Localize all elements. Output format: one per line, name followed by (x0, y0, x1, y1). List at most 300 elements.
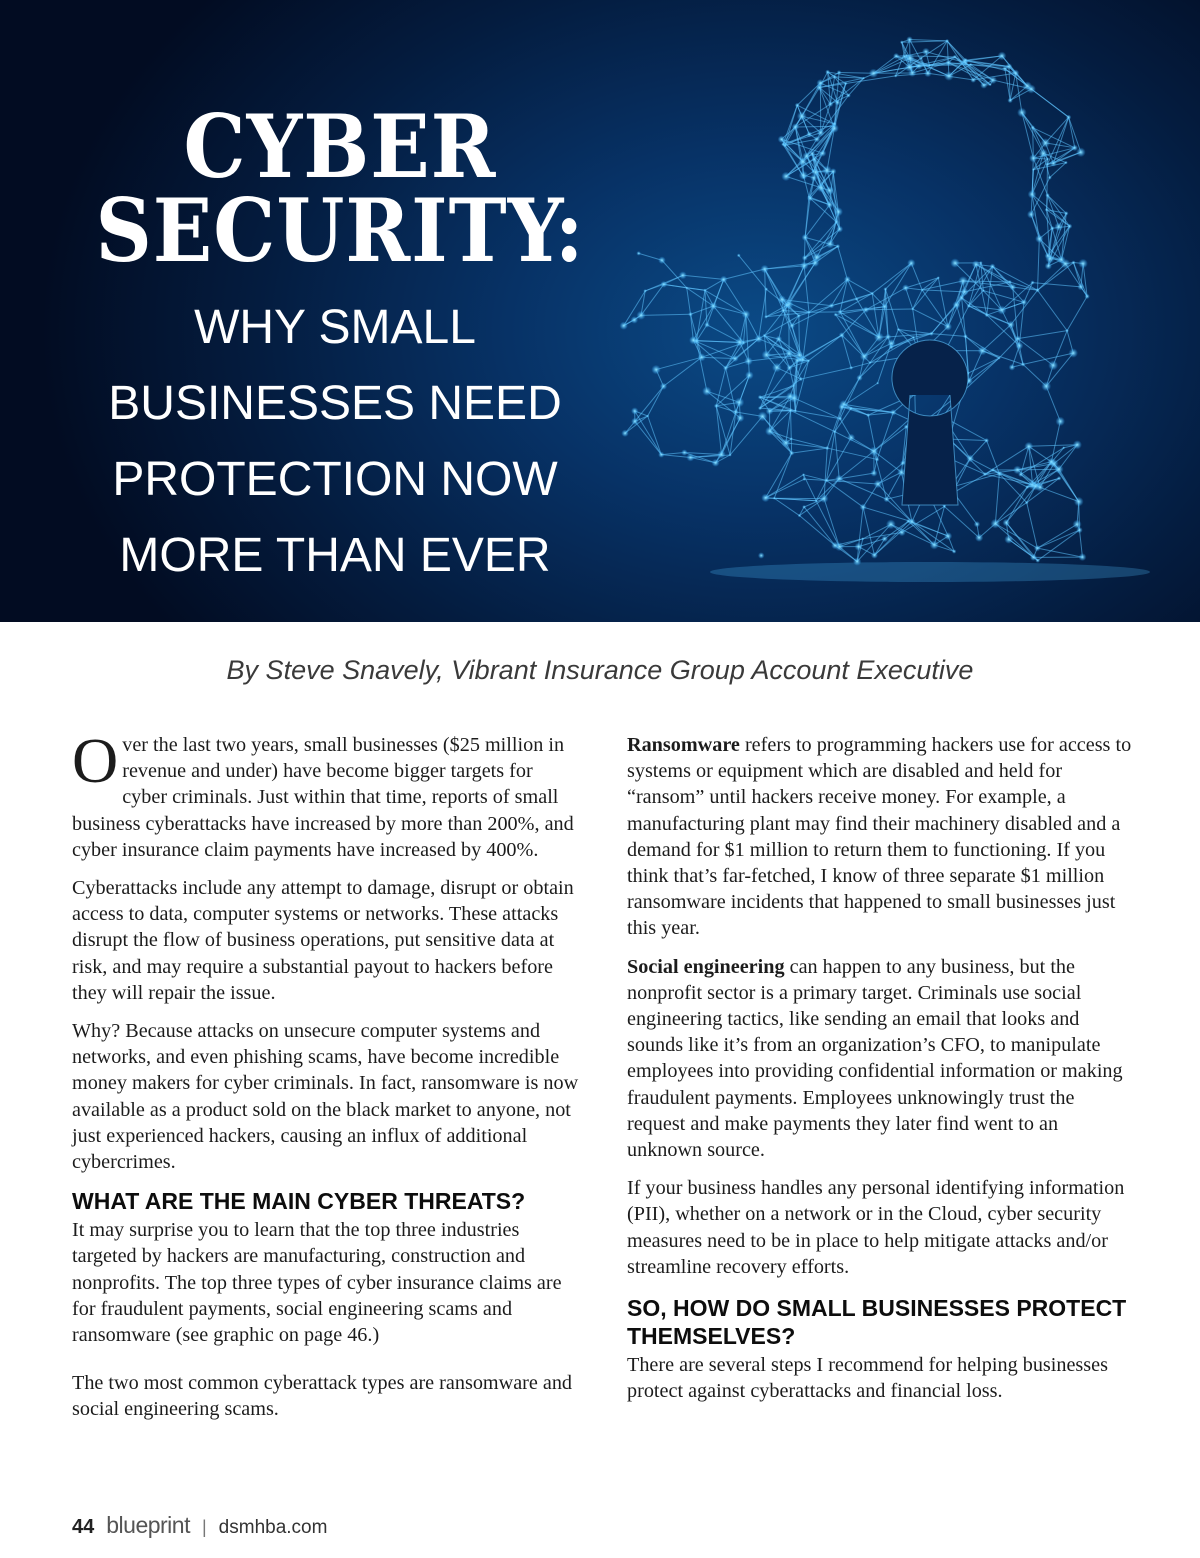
network-node (874, 332, 884, 342)
network-node (758, 406, 762, 410)
network-node (874, 480, 883, 489)
network-node (788, 408, 793, 413)
network-node (745, 371, 754, 380)
network-node (651, 365, 660, 374)
network-node (827, 101, 833, 107)
network-line (799, 516, 835, 546)
network-node (815, 499, 818, 502)
network-node (735, 397, 745, 407)
network-line (805, 197, 809, 238)
network-node (790, 437, 793, 440)
network-node (838, 416, 843, 421)
network-node (894, 74, 897, 77)
network-line (859, 347, 891, 378)
network-node (871, 552, 878, 559)
network-node (922, 48, 930, 56)
network-node (838, 309, 843, 314)
network-line (931, 334, 965, 337)
network-line (746, 314, 749, 361)
network-node (897, 328, 900, 331)
network-node (802, 255, 808, 261)
network-line (839, 451, 874, 479)
network-line (795, 126, 833, 127)
network-line (774, 498, 799, 515)
network-line (759, 289, 766, 339)
network-node (885, 334, 891, 340)
network-node (1032, 168, 1035, 171)
network-line (641, 284, 664, 315)
network-node (798, 514, 802, 518)
network-node (686, 453, 694, 461)
network-node (1067, 224, 1072, 229)
network-line (641, 314, 690, 315)
network-node (1048, 360, 1058, 370)
network-line (716, 406, 721, 455)
network-line (1038, 239, 1040, 290)
network-node (797, 111, 807, 121)
network-node (1045, 208, 1049, 212)
social-engineering-paragraph (627, 954, 1137, 1164)
network-line (1033, 283, 1081, 287)
network-node (980, 81, 987, 88)
network-node (863, 307, 870, 314)
network-line (1053, 331, 1067, 366)
network-node (703, 289, 707, 293)
network-node (795, 103, 800, 108)
network-node (1050, 226, 1055, 231)
network-node (762, 350, 771, 359)
network-line (804, 237, 805, 265)
network-node (944, 71, 954, 81)
network-node (1046, 157, 1049, 160)
network-line (824, 499, 839, 547)
network-node (825, 70, 830, 75)
network-node (927, 63, 931, 67)
network-node (881, 535, 888, 542)
network-node (846, 93, 851, 98)
network-node (883, 287, 887, 291)
network-node (819, 150, 826, 157)
keyhole-icon (892, 340, 968, 505)
network-node (886, 519, 896, 529)
network-node (789, 450, 794, 455)
network-node (990, 519, 1000, 529)
network-node (702, 386, 711, 395)
byline: By Steve Snavely, Vibrant Insurance Group Account Executive (226, 655, 974, 685)
network-node (944, 322, 952, 330)
network-node (836, 226, 843, 233)
network-line (913, 309, 948, 327)
right-column (627, 732, 1137, 1416)
network-node (959, 295, 965, 301)
network-node (1013, 466, 1022, 475)
network-line (1046, 386, 1060, 421)
network-node (945, 59, 951, 65)
lead-term: Ransomware (627, 734, 740, 756)
network-node (930, 540, 939, 549)
network-node (1015, 342, 1023, 350)
network-node (1047, 458, 1055, 466)
network-node (698, 353, 706, 361)
network-node (812, 156, 818, 162)
ransomware-paragraph (627, 732, 1137, 942)
subtitle-line: WHY SMALL (194, 301, 476, 354)
network-node (952, 549, 957, 554)
section-heading: WHAT ARE THE MAIN CYBER THREATS? (72, 1188, 526, 1215)
network-node (990, 263, 996, 269)
network-line (912, 522, 934, 545)
network-node (1054, 222, 1063, 231)
network-node (764, 315, 768, 319)
network-node (723, 365, 728, 370)
network-line (863, 507, 912, 522)
network-node (765, 426, 774, 435)
network-node (1045, 193, 1050, 198)
network-node (658, 451, 664, 457)
network-node (772, 363, 782, 373)
network-node (732, 355, 739, 362)
network-node (929, 331, 934, 336)
paragraph: If your business handles any personal identifying information (PII), whether on a network or in the Cloud, cyber security measures need to be in place to help mitigate attacks and/or streamline recovery efforts. (627, 1177, 1125, 1278)
network-line (809, 335, 842, 361)
network-node (820, 494, 829, 503)
network-node (760, 265, 768, 273)
paragraph: The two most common cyberattack types are ransomware and social engineering scams. (72, 1372, 573, 1421)
network-node (764, 287, 768, 291)
network-node (1031, 482, 1040, 491)
paragraph: Why? Because attacks on unsecure computer systems and networks, and even phishing scams, have become incredible money makers for cyber criminals. In fact, ransomware is now available as a product sold on the black market to anyone, not just experienced hackers, causing an influx of additional cybercrimes. (72, 1020, 579, 1174)
brand-logo: blueprint (106, 1512, 190, 1538)
network-node (825, 446, 829, 450)
network-node (785, 350, 793, 358)
network-node (868, 361, 871, 364)
network-line (950, 474, 999, 488)
network-node (761, 494, 770, 503)
network-line (724, 269, 765, 279)
network-node (717, 450, 726, 459)
network-line (1018, 331, 1067, 339)
network-node (847, 434, 855, 442)
network-node (960, 288, 968, 296)
network-node (1065, 329, 1069, 333)
network-node (704, 322, 710, 328)
network-node (860, 504, 867, 511)
network-node (1041, 381, 1051, 391)
page-number: 44 (72, 1516, 95, 1538)
network-node (1064, 211, 1069, 216)
network-node (758, 395, 762, 399)
network-node (813, 136, 820, 143)
network-line (648, 386, 664, 416)
network-node (1048, 175, 1052, 179)
network-node (781, 308, 786, 313)
network-node (862, 77, 865, 80)
network-node (807, 310, 811, 314)
network-node (978, 346, 987, 355)
lead-term: Social engineering (627, 955, 785, 978)
network-line (1027, 503, 1038, 549)
network-node (792, 384, 795, 387)
network-node (802, 505, 806, 509)
network-node (869, 446, 878, 455)
network-node (1064, 161, 1068, 165)
network-node (849, 366, 853, 370)
network-node (1061, 259, 1071, 269)
hero-banner (0, 0, 1200, 622)
network-node (755, 335, 763, 343)
network-node (953, 55, 957, 59)
network-node (658, 256, 666, 264)
network-node (855, 297, 859, 301)
paragraph-text: can happen to any business, but the nonprofit sector is a primary target. Criminals use social engineering tactics, like sending an email that looks and sounds like it’s from an organization’s CFO, to manipulate employees into providing confidential information or making fraudulent payments. Employees unknowingly trust the request and make payments they later find went to an unknown source. (627, 955, 1123, 1162)
network-node (1076, 527, 1083, 534)
network-node (631, 316, 639, 324)
network-node (944, 532, 952, 540)
network-node (937, 276, 940, 279)
network-node (996, 471, 1002, 477)
network-node (1073, 440, 1082, 449)
network-node (898, 529, 906, 537)
network-node (869, 69, 878, 78)
network-node (811, 259, 819, 267)
paragraph: There are several steps I recommend for helping businesses protect against cyberattacks and financial loss. (627, 1354, 1108, 1403)
network-node (799, 377, 803, 381)
network-line (1038, 290, 1068, 330)
network-node (945, 39, 949, 43)
network-line (713, 306, 743, 343)
network-node (737, 253, 741, 257)
network-line (766, 475, 804, 498)
network-line (792, 448, 828, 453)
network-node (870, 470, 877, 477)
network-line (1006, 486, 1035, 522)
network-node (979, 261, 983, 265)
network-line (913, 278, 939, 309)
network-node (1004, 535, 1013, 544)
network-node (1078, 553, 1086, 561)
network-line (774, 453, 791, 498)
network-node (997, 305, 1006, 314)
network-node (833, 430, 837, 434)
network-node (831, 542, 839, 550)
network-line (835, 432, 874, 451)
network-line (795, 411, 840, 419)
network-node (826, 239, 835, 248)
network-node (905, 54, 914, 63)
network-line (707, 391, 740, 402)
network-node (861, 537, 864, 540)
network-node (1007, 321, 1015, 329)
network-node (887, 339, 896, 348)
network-node (810, 174, 817, 181)
network-node (688, 312, 693, 317)
network-line (1017, 469, 1059, 470)
network-node (1030, 554, 1037, 561)
subtitle-line: PROTECTION NOW (112, 453, 558, 506)
title-line-1: CYBER (183, 96, 497, 199)
network-node (870, 292, 874, 296)
network-line (687, 288, 714, 306)
network-line (713, 279, 723, 306)
network-node (963, 58, 967, 62)
paragraph: It may surprise you to learn that the top three industries targeted by hackers are manufacturing, construction and nonprofits. The top three types of cyber insurance claims are for fraudulent payments, social engineering scams and ransomware (see graphic on page 46.) (72, 1219, 562, 1347)
network-node (1021, 299, 1028, 306)
network-node (643, 289, 647, 293)
network-line (863, 507, 874, 555)
network-line (954, 460, 985, 474)
network-node (1035, 235, 1043, 243)
network-node (825, 186, 834, 195)
network-line (874, 427, 906, 451)
title-line-2: SECURITY: (95, 180, 585, 283)
network-node (1035, 288, 1040, 293)
network-node (1030, 125, 1035, 130)
network-node (802, 234, 809, 241)
intro-paragraph (72, 725, 582, 863)
network-node (1025, 501, 1029, 505)
network-node (1072, 145, 1079, 152)
network-node (832, 75, 836, 79)
network-node (921, 288, 924, 291)
network-node (1041, 138, 1051, 148)
network-node (838, 403, 845, 410)
network-line (792, 326, 800, 356)
network-node (797, 314, 801, 318)
network-node (908, 69, 916, 77)
network-line (791, 439, 827, 448)
network-node (802, 477, 805, 480)
network-node (875, 457, 880, 462)
network-node (829, 303, 835, 309)
network-line (840, 378, 859, 419)
network-node (744, 357, 752, 365)
network-line (1022, 113, 1043, 154)
network-line (687, 288, 691, 314)
network-line (874, 451, 902, 472)
network-node (1003, 519, 1011, 527)
network-node (807, 195, 810, 198)
network-node (989, 76, 997, 84)
network-node (1074, 497, 1084, 507)
network-node (728, 453, 731, 456)
network-node (1062, 446, 1065, 449)
network-node (784, 302, 790, 308)
network-node (685, 286, 688, 289)
subtitle-line: BUSINESSES NEED (108, 377, 562, 430)
network-line (635, 421, 661, 454)
paragraph: Cyberattacks include any attempt to damage, disrupt or obtain access to data, computer systems or networks. These attacks disrupt the flow of business operations, put sensitive data at risk, and may require a substantial payout to hackers before they will repair the issue. (72, 877, 574, 1004)
network-line (949, 439, 987, 440)
network-node (970, 77, 976, 83)
network-node (786, 365, 792, 371)
network-node (1050, 160, 1057, 167)
network-line (840, 312, 879, 337)
network-line (1051, 421, 1060, 461)
network-node (806, 131, 812, 137)
network-node (975, 534, 983, 542)
network-line (791, 410, 792, 438)
network-node (883, 496, 889, 502)
network-node (742, 310, 751, 319)
network-node (834, 313, 838, 317)
network-node (1027, 210, 1035, 218)
network-line (716, 406, 730, 455)
network-node (781, 438, 790, 447)
network-node (984, 438, 989, 443)
network-line (760, 368, 789, 408)
network-node (758, 552, 765, 559)
network-node (952, 301, 960, 309)
network-line (838, 246, 848, 279)
network-line (995, 474, 999, 524)
network-node (1055, 417, 1065, 427)
network-node (950, 258, 960, 268)
paragraph-text: refers to programming hackers use for access to systems or equipment which are disabled and held for “ransom” until hackers receive money. For example, a manufacturing plant may find their machinery disabled and a demand for $1 million to return them to functioning. If you think that’s far-fetched, I know of three separate $1 million ransomware incidents that happened to small businesses just this year. (627, 734, 1132, 940)
network-node (835, 475, 843, 483)
network-node (1008, 280, 1012, 284)
network-line (786, 443, 827, 448)
network-node (1071, 260, 1075, 264)
network-node (915, 62, 923, 70)
network-line (664, 284, 687, 288)
network-node (966, 454, 974, 462)
network-node (631, 407, 638, 414)
network-node (900, 40, 904, 44)
footer-site: dsmhba.com (218, 1517, 328, 1538)
network-line (656, 357, 702, 369)
network-node (907, 259, 915, 267)
network-node (1078, 259, 1088, 269)
network-node (816, 84, 823, 91)
network-node (741, 341, 745, 345)
network-node (830, 168, 837, 175)
network-node (631, 418, 638, 425)
network-node (1029, 154, 1038, 163)
network-node (866, 413, 870, 417)
network-node (660, 383, 667, 390)
network-node (795, 351, 803, 359)
network-line (1067, 296, 1087, 330)
network-node (876, 382, 879, 385)
network-node (1025, 485, 1029, 489)
network-line (661, 453, 684, 455)
network-node (646, 414, 649, 417)
network-line (683, 275, 724, 279)
network-line (826, 480, 863, 507)
network-node (689, 336, 698, 345)
network-line (982, 325, 1010, 351)
network-node (837, 70, 842, 75)
network-node (1054, 465, 1063, 474)
network-node (834, 99, 840, 105)
network-line (910, 40, 948, 41)
network-node (679, 271, 687, 279)
network-node (817, 183, 826, 192)
network-line (839, 73, 873, 74)
network-node (834, 220, 839, 225)
network-node (1023, 81, 1032, 90)
network-node (854, 543, 862, 551)
network-line (827, 407, 842, 448)
subtitle-line: MORE THAN EVER (119, 529, 551, 582)
network-node (786, 392, 794, 400)
network-node (963, 334, 968, 339)
network-line (804, 507, 835, 545)
network-node (660, 281, 667, 288)
network-node (720, 276, 727, 283)
network-node (1009, 364, 1016, 371)
network-line (966, 56, 1002, 60)
